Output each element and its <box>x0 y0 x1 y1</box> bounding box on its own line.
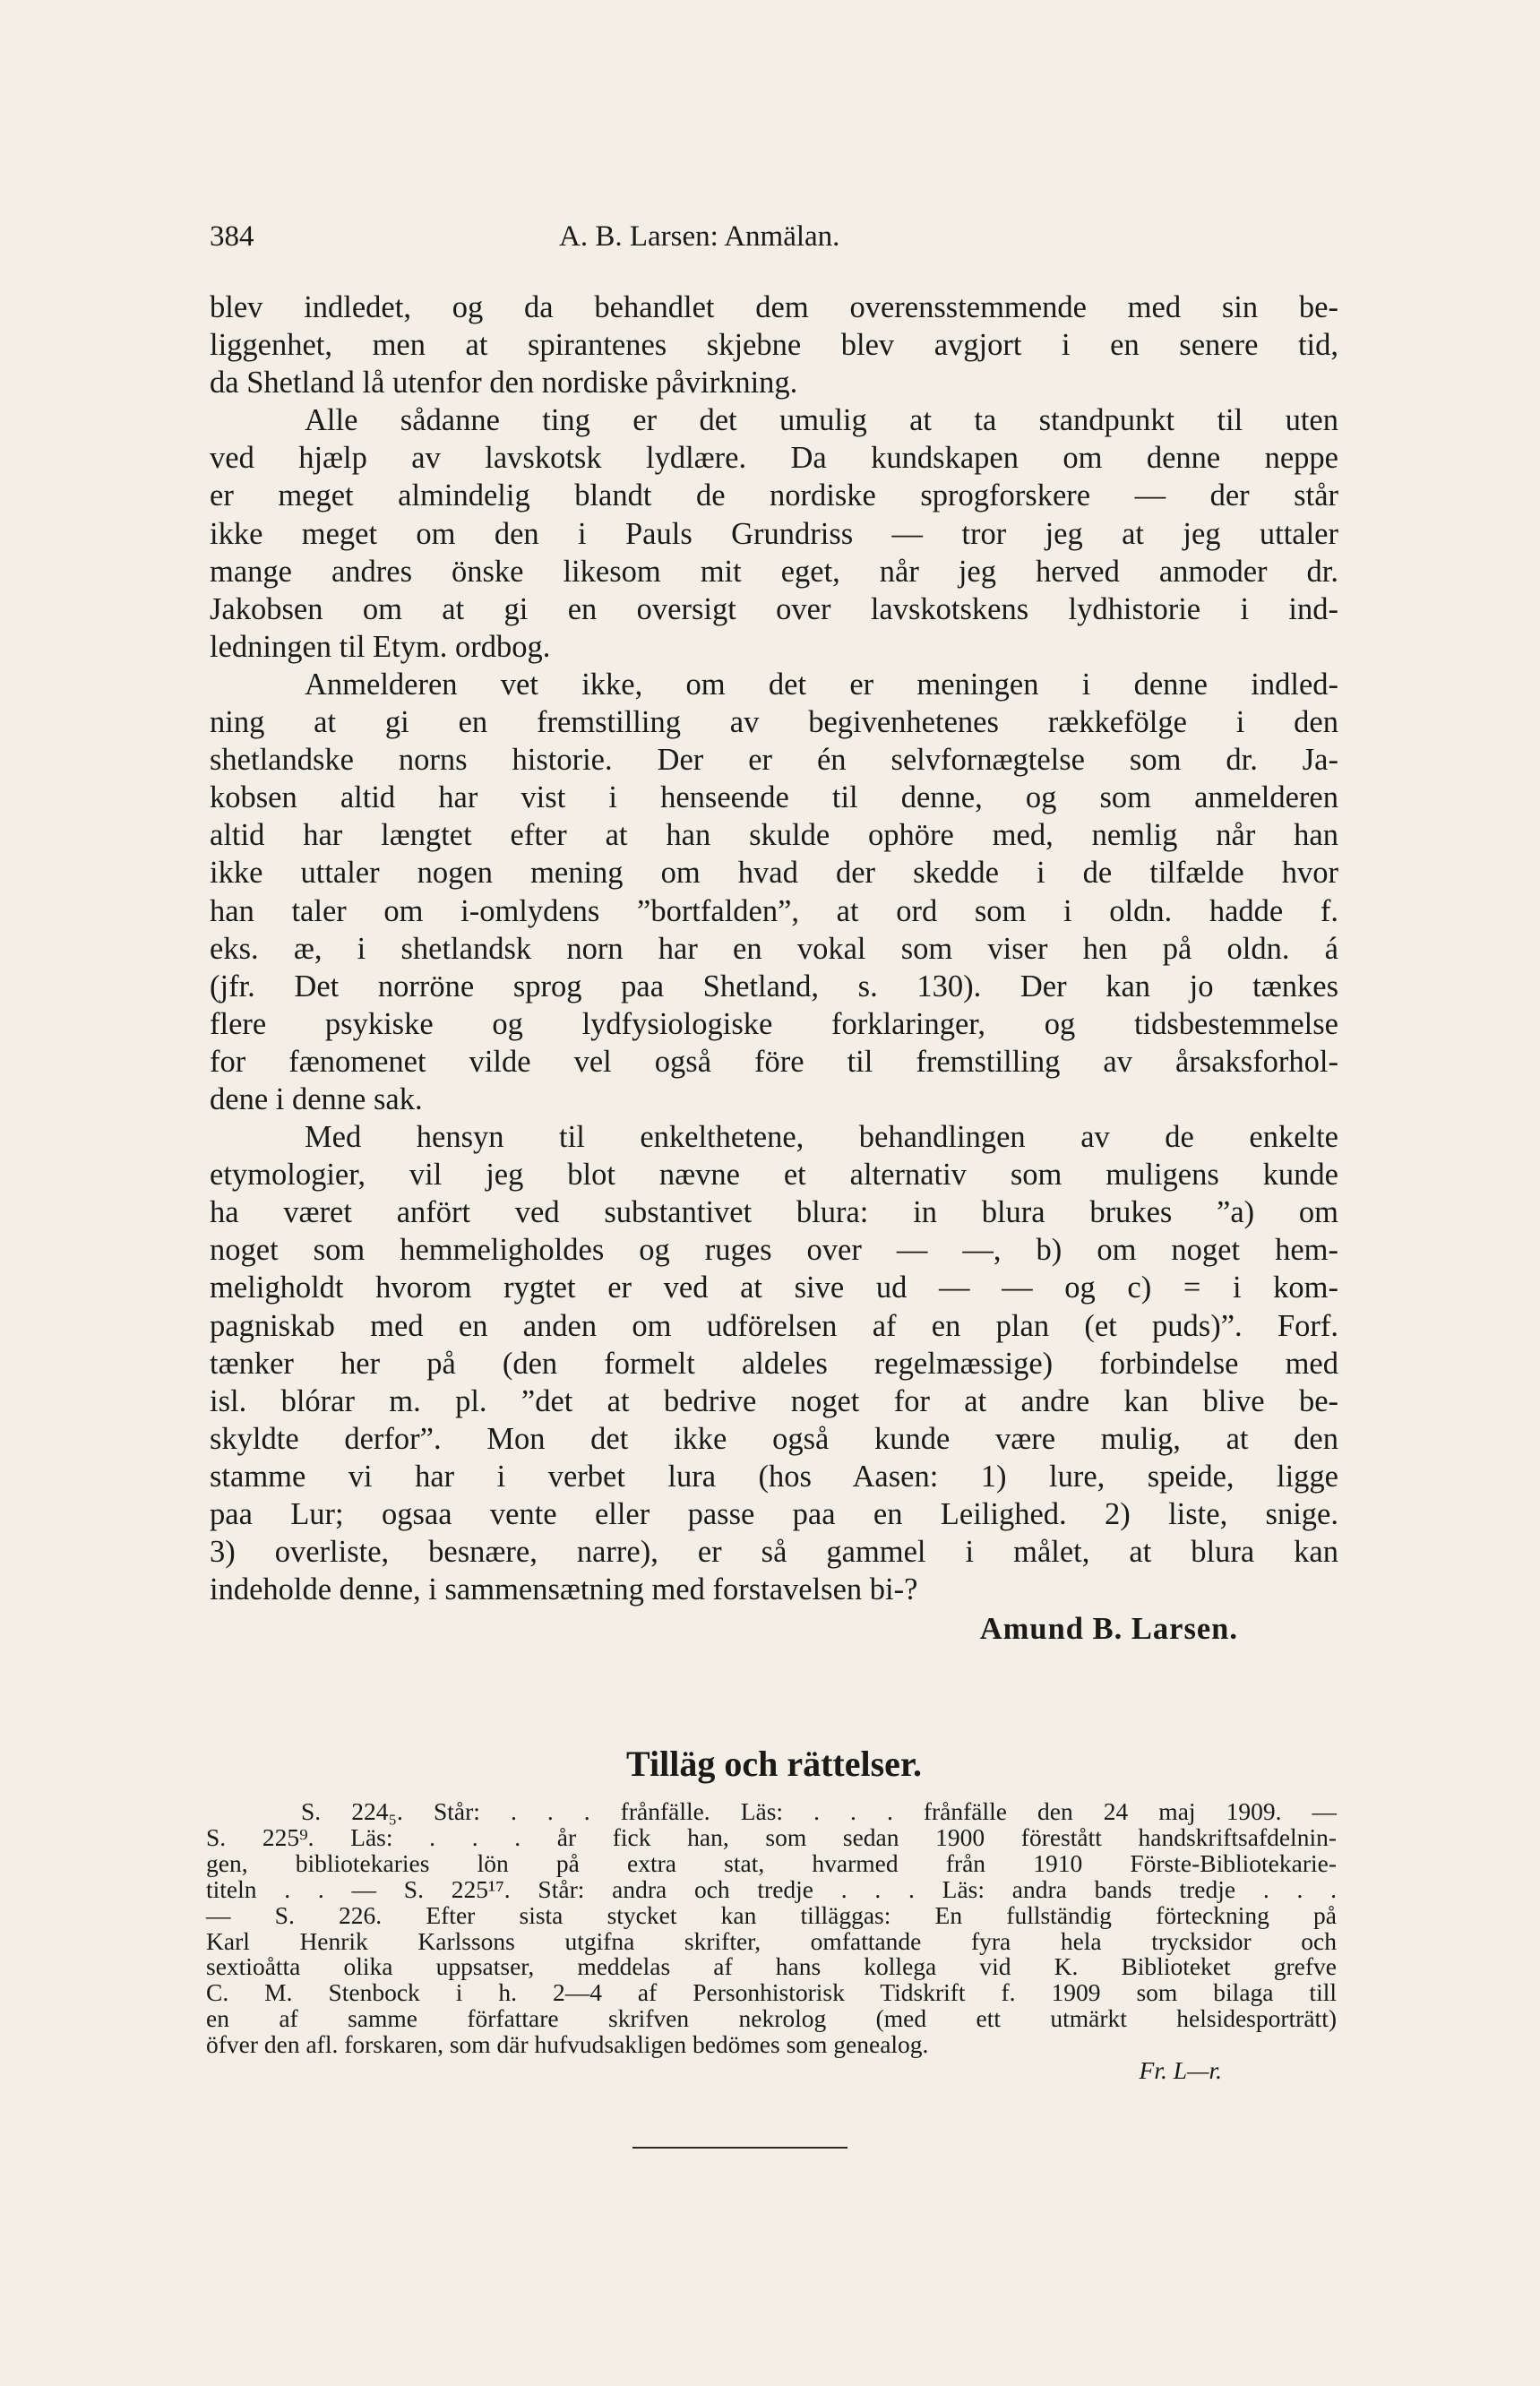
text-line: blev indledet, og da behandlet dem overensstemmende med sin be- <box>210 290 1338 324</box>
text-line: stamme vi har i verbet lura (hos Aasen: 1) lure, speide, ligge <box>210 1459 1338 1494</box>
text-line: ha været anfört ved substantivet blura: in blura brukes ”a) om <box>210 1195 1338 1230</box>
review-text <box>210 289 1338 1648</box>
text-line: altid har længtet efter at han skulde ophöre med, nemlig når han <box>210 818 1338 853</box>
text-line: eks. æ, i shetlandsk norn har en vokal som viser hen på oldn. á <box>210 931 1338 966</box>
page-number: 384 <box>210 220 254 253</box>
text-line: er meget almindelig blandt de nordiske sprogforskere — der står <box>210 478 1338 513</box>
errata-line: sextioåtta olika uppsatser, meddelas af hans kollega vid K. Biblioteket grefve <box>206 1952 1337 1981</box>
errata-line: S. 225⁹. Läs: . . . år fick han, som sedan 1900 förestått handskriftsafdelnin- <box>206 1822 1337 1851</box>
text-line: indeholde denne, i sammensætning med forstavelsen bi-? <box>210 1572 918 1607</box>
errata-line: — S. 226. Efter sista stycket kan tilläggas: En fullständig förteckning på <box>206 1900 1337 1929</box>
errata-initials: Fr. L—r. <box>1139 2056 1222 2085</box>
text-line: for fænomenet vilde vel også före til fremstilling av årsaksforhol- <box>210 1044 1338 1079</box>
errata-line: titeln . . — S. 225¹⁷. Står: andra och tredje . . . Läs: andra bands tredje . . . <box>206 1874 1337 1903</box>
text-line: pagniskab med en anden om udförelsen af en plan (et puds)”. Forf. <box>210 1308 1338 1343</box>
errata-text <box>206 1799 1337 2084</box>
text-line: Med hensyn til enkelthetene, behandlingen av de enkelte <box>305 1120 1338 1155</box>
text-line: dene i denne sak. <box>210 1081 423 1116</box>
text-line: etymologier, vil jeg blot nævne et alternativ som muligens kunde <box>210 1158 1338 1193</box>
text-line: liggenhet, men at spirantenes skjebne blev avgjort i en senere tid, <box>210 328 1338 363</box>
running-title: A. B. Larsen: Anmälan. <box>559 220 840 253</box>
text-line: Jakobsen om at gi en oversigt over lavskotskens lydhistorie i ind- <box>210 591 1338 626</box>
page-header <box>210 220 1338 260</box>
text-line: Alle sådanne ting er det umulig at ta standpunkt til uten <box>305 403 1338 438</box>
errata-line: C. M. Stenbock i h. 2—4 af Personhistorisk Tidskrift f. 1909 som bilaga till <box>206 1978 1337 2007</box>
text-line: ledningen til Etym. ordbog. <box>210 629 551 664</box>
text-line: ikke uttaler nogen mening om hvad der skedde i de tilfælde hvor <box>210 856 1338 891</box>
text-line: paa Lur; ogsaa vente eller passe paa en Leilighed. 2) liste, snige. <box>210 1497 1338 1531</box>
errata-line: S. 224₅. Står: . . . frånfälle. Läs: . . . frånfälle den 24 maj 1909. — <box>301 1797 1337 1825</box>
text-line: isl. blórar m. pl. ”det at bedrive noget for at andre kan blive be- <box>210 1383 1338 1418</box>
text-line: ved hjælp av lavskotsk lydlære. Da kundskapen om denne neppe <box>210 441 1338 476</box>
text-line: mange andres önske likesom mit eget, når jeg herved anmoder dr. <box>210 554 1338 589</box>
text-line: 3) overliste, besnære, narre), er så gammel i målet, at blura kan <box>210 1535 1338 1570</box>
errata-line: öfver den afl. forskaren, som där hufvudsakligen bedömes som genealog. <box>206 2030 929 2059</box>
text-line: shetlandske norns historie. Der er én selvfornægtelse som dr. Ja- <box>210 743 1338 778</box>
closing-rule <box>632 2147 847 2149</box>
section-title: Tilläg och rättelser. <box>626 1744 922 1784</box>
text-line: noget som hemmeligholdes og ruges over — —, b) om noget hem- <box>210 1233 1338 1268</box>
text-line: kobsen altid har vist i henseende til denne, og som anmelderen <box>210 780 1338 815</box>
text-line: da Shetland lå utenfor den nordiske påvirkning. <box>210 366 798 401</box>
errata-line: en af samme författare skrifven nekrolog (med ett utmärkt helsidesporträtt) <box>206 2004 1337 2033</box>
errata-line: gen, bibliotekaries lön på extra stat, hvarmed från 1910 Förste-Bibliotekarie- <box>206 1848 1337 1877</box>
text-line: Anmelderen vet ikke, om det er meningen i denne indled- <box>305 667 1338 702</box>
review-signature: Amund B. Larsen. <box>979 1612 1238 1647</box>
text-line: flere psykiske og lydfysiologiske forklaringer, og tidsbestemmelse <box>210 1006 1338 1041</box>
text-line: ning at gi en fremstilling av begivenhetenes rækkefölge i den <box>210 705 1338 740</box>
text-line: tænker her på (den formelt aldeles regelmæssige) forbindelse med <box>210 1346 1338 1381</box>
text-line: meligholdt hvorom rygtet er ved at sive ud — — og c) = i kom- <box>210 1271 1338 1305</box>
errata-line: Karl Henrik Karlssons utgifna skrifter, omfattande fyra hela trycksidor och <box>206 1926 1337 1955</box>
text-line: (jfr. Det norröne sprog paa Shetland, s. 130). Der kan jo tænkes <box>210 969 1338 1003</box>
text-line: han taler om i-omlydens ”bortfalden”, at ord som i oldn. hadde f. <box>210 893 1338 928</box>
text-line: skyldte derfor”. Mon det ikke også kunde være mulig, at den <box>210 1421 1338 1456</box>
text-line: ikke meget om den i Pauls Grundriss — tror jeg at jeg uttaler <box>210 516 1338 551</box>
